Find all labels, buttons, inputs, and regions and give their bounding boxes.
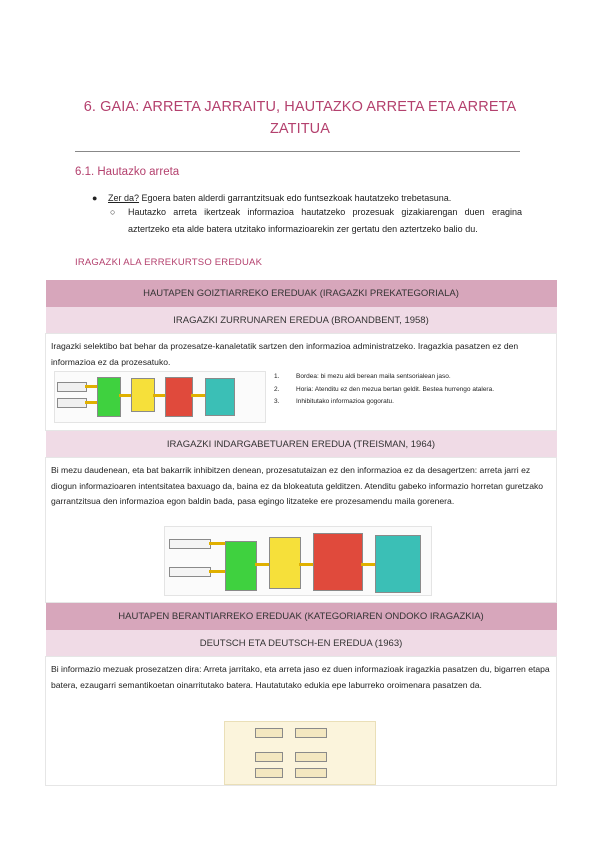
memory-block <box>375 535 421 593</box>
deutsch-text: Bi informazio mezuak prosezatzen dira: Arreta jarritako, eta arreta jaso ez duen informazioak iragazkia pasatzen du, bigarren etapa batera, ezaugarri semantikoetan oinarritutako batera. Hautatutako edukia epe laburreko oroimenara pasatzen da. <box>51 664 550 690</box>
memory-block <box>205 378 235 416</box>
definition-text: Egoera baten alderdi garrantzitsuak edo funtsezkoak hautatzeko trebetasuna. <box>139 193 452 203</box>
definition-term: Zer da? <box>108 193 140 203</box>
list-item: 2. Horia: Atenditu ez den mezua bertan geldit. Bestea hurrengo atalera. <box>274 385 495 393</box>
list-item: 3. Inhibitutako informazioa gogoratu. <box>274 398 394 405</box>
subsection-heading: IRAGAZKI ALA ERREKURTSO EREDUAK <box>75 257 263 268</box>
filter-block <box>131 378 155 412</box>
section-heading: 6.1. Hautazko arreta <box>75 166 180 178</box>
broadbent-text: Iragazki selektibo bat behar da prozesatze-kanaletatik sartzen den informazioa administratzeko. Iragazkia pasatzen ez den informazioa ez da prozesatuko. <box>51 341 519 367</box>
deutsch-diagram <box>224 721 376 785</box>
title-divider <box>75 151 520 152</box>
dictionary-block <box>313 533 363 591</box>
models-table <box>45 280 557 786</box>
treisman-diagram <box>164 526 432 596</box>
broadbent-diagram <box>54 371 266 423</box>
broadbent-heading: IRAGAZKI ZURRUNAREN EREDUA (BROANDBENT, 1958) <box>46 307 557 334</box>
broadbent-steps <box>274 371 554 409</box>
deutsch-cell <box>46 657 557 786</box>
detection-block <box>165 377 193 417</box>
bullet-dot-icon: ● <box>92 193 98 203</box>
circle-bullet-icon: ○ <box>110 207 116 217</box>
treisman-cell <box>46 458 557 603</box>
attenuator-block <box>269 537 301 589</box>
sensory-buffer-block <box>97 377 121 417</box>
early-selection-heading: HAUTAPEN GOIZTIARREKO EREDUAK (IRAGAZKI PREKATEGORIALA) <box>46 280 557 307</box>
sub-bullet-text: Hautazko arreta ikertzeak informazioa hautatzeko prozesuak gizakiarengan duen eragina aztertzeko eta alde batera utzitako informazioarekin zer gertatu den aztertzeko balio du. <box>128 207 522 234</box>
list-item: 1. Bordea: bi mezu aldi berean maila sentsorialean jaso. <box>274 373 451 380</box>
sensory-buffer-block <box>225 541 257 591</box>
deutsch-heading: DEUTSCH ETA DEUTSCH-EN EREDUA (1963) <box>46 630 557 657</box>
late-selection-heading: HAUTAPEN BERANTIARREKO EREDUAK (KATEGORIAREN ONDOKO IRAGAZKIA) <box>46 603 557 631</box>
page-title: 6. GAIA: ARRETA JARRAITU, HAUTAZKO ARRETA ETA ARRETA ZATITUA <box>83 99 517 137</box>
broadbent-cell <box>46 334 557 431</box>
sub-bullet <box>110 204 522 237</box>
treisman-heading: IRAGAZKI INDARGABETUAREN EREDUA (TREISMAN, 1964) <box>46 431 557 458</box>
treisman-text: Bi mezu daudenean, eta bat bakarrik inhibitzen denean, prozesatutaizan ez den informazioa ez da desagertzen: arreta jarri ez diogun informazioaren intentsitatea baxuago da, baina ez da blokeatuta gelditzen. Atenditu gabeko informazio horretan guretzako garrantzitsua den informazioa egon baldin bada, pasa egingo litzateke ere prozesamendu maila gorenera. <box>51 465 544 506</box>
